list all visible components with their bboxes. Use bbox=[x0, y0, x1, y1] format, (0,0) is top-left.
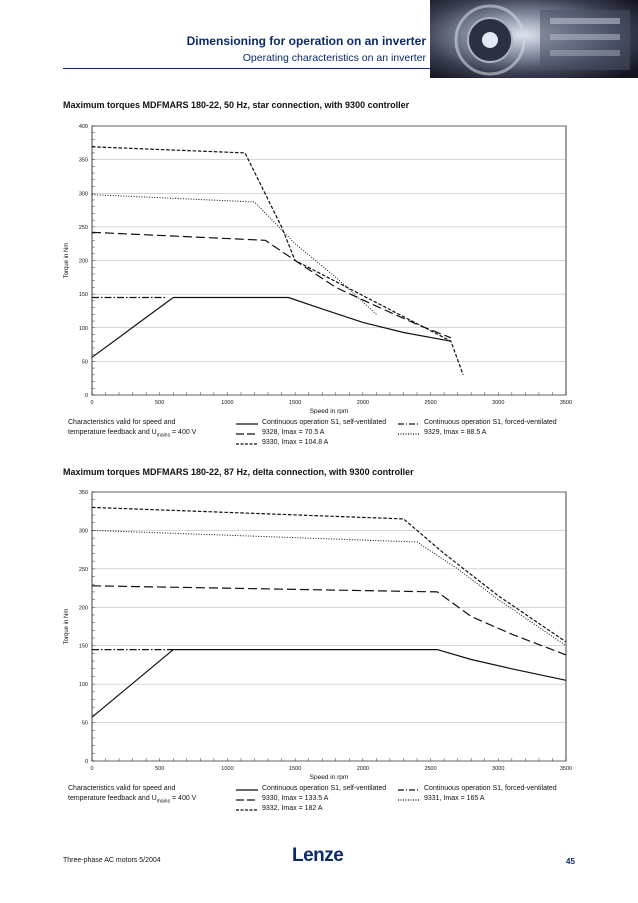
x-tick-label: 2000 bbox=[356, 766, 369, 772]
y-tick-label: 250 bbox=[78, 566, 88, 573]
y-tick-label: 400 bbox=[78, 124, 88, 130]
page-header bbox=[0, 0, 638, 78]
page-title: Dimensioning for operation on an inverter bbox=[186, 34, 426, 48]
x-tick-label: 500 bbox=[155, 400, 165, 406]
chart-svg bbox=[60, 484, 580, 780]
y-tick-label: 50 bbox=[81, 359, 88, 366]
page-subtitle: Operating characteristics on an inverter bbox=[242, 52, 426, 64]
y-tick-label: 200 bbox=[78, 605, 88, 612]
chart-1 bbox=[60, 118, 580, 414]
chart-2-note bbox=[68, 784, 238, 806]
x-tick-label: 3000 bbox=[492, 766, 505, 772]
y-tick-label: 150 bbox=[78, 292, 88, 299]
y-tick-label: 100 bbox=[78, 682, 88, 689]
y-tick-label: 100 bbox=[78, 325, 88, 332]
y-tick-label: 300 bbox=[78, 191, 88, 198]
y-tick-label: 350 bbox=[78, 490, 88, 496]
x-tick-label: 1500 bbox=[289, 766, 302, 772]
x-tick-label: 2500 bbox=[424, 400, 437, 406]
x-tick-label: 3500 bbox=[559, 766, 573, 772]
chart-1-note-line1: Characteristics valid for speed and bbox=[68, 419, 176, 426]
chart-2-note-line1: Characteristics valid for speed and bbox=[68, 785, 176, 792]
chart-1-note-line2: temperature feedback and $U_{mains} = 400$ V bbox=[68, 429, 197, 439]
x-tick-label: 1000 bbox=[221, 400, 234, 406]
x-tick-label: 1500 bbox=[289, 400, 302, 406]
x-tick-label: 500 bbox=[155, 766, 165, 772]
x-tick-label: 2000 bbox=[356, 400, 369, 406]
y-axis-label: Torque in Nm bbox=[64, 608, 70, 645]
y-axis-label: Torque in Nm bbox=[64, 242, 70, 279]
header-divider bbox=[63, 68, 430, 69]
chart-2-title: Maximum torques MDFMARS 180-22, 87 Hz, delta connection, with 9300 controller bbox=[63, 467, 414, 477]
header-motor-image bbox=[430, 0, 638, 78]
y-tick-label: 0 bbox=[84, 759, 88, 765]
chart-2 bbox=[60, 484, 580, 780]
x-tick-label: 3000 bbox=[492, 400, 505, 406]
y-tick-label: 0 bbox=[84, 393, 88, 399]
y-tick-label: 50 bbox=[81, 720, 88, 727]
x-axis-label: Speed in rpm bbox=[309, 408, 349, 414]
x-tick-label: 0 bbox=[90, 766, 94, 772]
footer-doc-title: Three-phase AC motors 5/2004 bbox=[63, 857, 161, 864]
x-tick-label: 0 bbox=[90, 400, 94, 406]
y-tick-label: 350 bbox=[78, 157, 88, 164]
page-number: 45 bbox=[566, 857, 575, 866]
chart-1-legend: Characteristics valid for speed and temperature feedback and $U_{mains} = 400$ V Continuous operation S1, self-ventilated Continuous operation S1, forced-ventilated 9328, Imax = 70.5 A 9329, Imax = 88.5 A 9330, Imax = 104.8 A bbox=[68, 419, 557, 446]
chart-1-title: Maximum torques MDFMARS 180-22, 50 Hz, star connection, with 9300 controller bbox=[63, 100, 410, 110]
x-tick-label: 2500 bbox=[424, 766, 437, 772]
y-tick-label: 300 bbox=[78, 528, 88, 535]
chart-2-note-line2: temperature feedback and $U_{mains} = 400$ V bbox=[68, 795, 197, 805]
chart-2-legend: Characteristics valid for speed and temperature feedback and $U_{mains} = 400$ V Continuous operation S1, self-ventilated Continuous operation S1, forced-ventilated 9330, Imax = 133.5 A 9331, Imax = 165 A 9332, Imax = 182 A bbox=[68, 785, 557, 812]
y-tick-label: 250 bbox=[78, 224, 88, 231]
chart-1-note bbox=[68, 418, 238, 440]
x-axis-label: Speed in rpm bbox=[309, 774, 349, 780]
x-tick-label: 3500 bbox=[559, 400, 573, 406]
x-tick-label: 1000 bbox=[221, 766, 234, 772]
chart-svg bbox=[60, 118, 580, 414]
y-tick-label: 200 bbox=[78, 258, 88, 265]
lenze-logo: Lenze bbox=[292, 845, 344, 866]
y-tick-label: 150 bbox=[78, 643, 88, 650]
plot-area bbox=[92, 492, 566, 761]
